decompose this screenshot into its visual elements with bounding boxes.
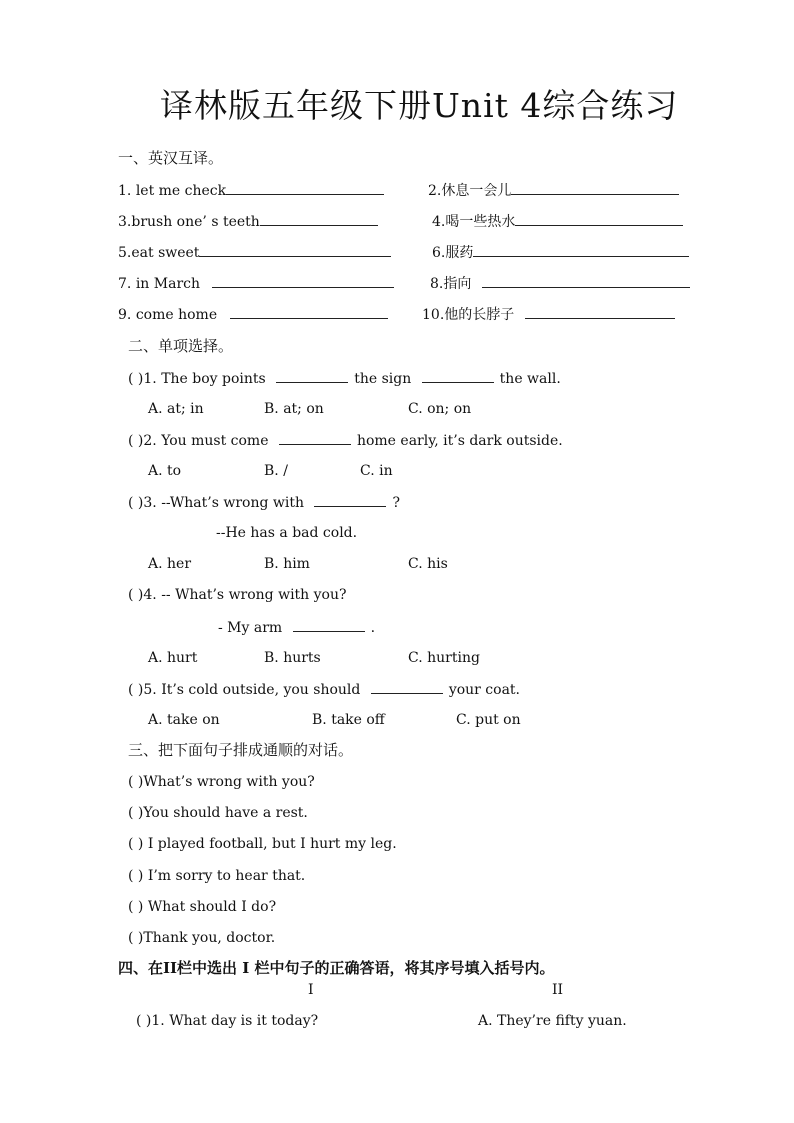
s1-item-6: 6.服药 (432, 242, 689, 263)
s3-item: ( ) What should I do? (128, 899, 277, 915)
s4-row-1-answer: A. They’re fifty yuan. (478, 1013, 627, 1029)
s1-item-10: 10.他的长脖子 (422, 304, 675, 325)
s2-q1-opt-a: A. at; in (148, 401, 204, 417)
s1-item-5: 5.eat sweet (118, 242, 391, 263)
s4-row-1: ( )1. What day is it today? (136, 1013, 319, 1029)
s2-q2-opt-b: B. / (264, 463, 288, 479)
s3-item: ( )What’s wrong with you? (128, 774, 315, 790)
s2-q3-opt-b: B. him (264, 556, 310, 572)
s2-q5-opt-c: C. put on (456, 712, 521, 728)
s2-q3-opt-a: A. her (148, 556, 192, 572)
s3-item: ( ) I played football, but I hurt my leg. (128, 836, 397, 852)
s1-item-4: 4.喝一些热水 (432, 211, 683, 232)
section4-heading: 四、在II栏中选出 I 栏中句子的正确答语，将其序号填入括号内。 (118, 959, 555, 977)
section3-heading: 三、把下面句子排成通顺的对话。 (128, 741, 354, 759)
s1-item-7: 7. in March (118, 273, 394, 294)
s2-q2-opt-a: A. to (148, 463, 182, 479)
section1-heading: 一、英汉互译。 (118, 149, 224, 167)
s2-q4: ( )4. -- What’s wrong with you? (128, 587, 347, 603)
s2-q1: ( )1. The boy points the sign the wall. (128, 368, 561, 389)
s1-item-9: 9. come home (118, 304, 388, 325)
s2-q3-opt-c: C. his (408, 556, 448, 572)
s2-q4-opt-c: C. hurting (408, 650, 480, 666)
s2-q2: ( )2. You must come home early, it’s dark outside. (128, 430, 563, 451)
s2-q4-opt-b: B. hurts (264, 650, 321, 666)
s3-item: ( )You should have a rest. (128, 805, 308, 821)
s1-item-8: 8.指向 (430, 273, 690, 294)
s4-col1-header: I (308, 982, 314, 998)
s2-q5-opt-b: B. take off (312, 712, 385, 728)
s2-q4-line2: - My arm . (218, 617, 375, 638)
s1-item-2: 2.休息一会儿 (428, 180, 679, 201)
s2-q2-opt-c: C. in (360, 463, 393, 479)
s2-q5: ( )5. It’s cold outside, you should your coat. (128, 679, 520, 700)
s2-q5-opt-a: A. take on (148, 712, 220, 728)
section2-heading: 二、单项选择。 (128, 337, 234, 355)
s2-q1-opt-c: C. on; on (408, 401, 472, 417)
s1-item-3: 3.brush one’ s teeth (118, 211, 378, 232)
s2-q3: ( )3. --What’s wrong with ? (128, 492, 400, 513)
s2-q1-opt-b: B. at; on (264, 401, 324, 417)
s2-q4-opt-a: A. hurt (148, 650, 198, 666)
page-title: 译林版五年级下册Unit 4综合练习 (160, 86, 679, 125)
s3-item: ( )Thank you, doctor. (128, 930, 276, 946)
s2-q3-line2: --He has a bad cold. (216, 525, 358, 541)
s1-item-1: 1. let me check (118, 180, 384, 201)
s4-col2-header: II (552, 982, 564, 998)
s3-item: ( ) I’m sorry to hear that. (128, 868, 306, 884)
